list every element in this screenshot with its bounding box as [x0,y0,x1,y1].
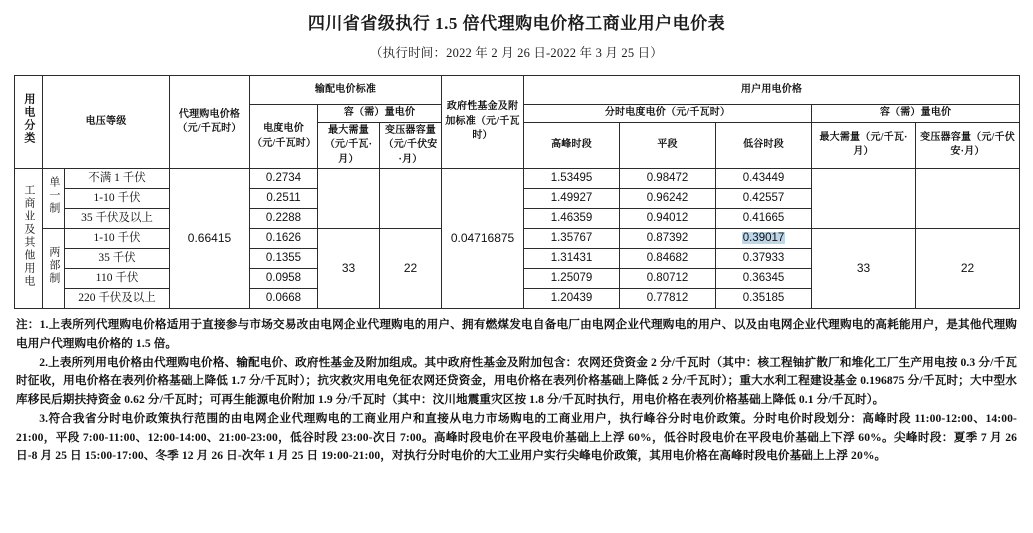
group-two-part-label: 两部制 [47,246,60,286]
cell-gov-fund: 0.04716875 [442,169,524,309]
header-voltage-level: 电压等级 [43,76,170,169]
header-peak-period: 高峰时段 [524,122,620,169]
group-single-label: 单一制 [47,176,60,216]
cell-voltage: 35 千伏及以上 [65,209,170,229]
category-value: 工商业及其他用电 [22,183,35,288]
cell-energy-price: 0.0668 [250,289,318,309]
cell-valley: 0.41665 [716,209,812,229]
cell-category [15,169,43,309]
cell-valley: 0.42557 [716,189,812,209]
header-category-label: 用电分类 [22,93,35,146]
cell-energy-price: 0.1626 [250,229,318,249]
header-energy-price: 电度电价（元/千瓦时） [250,105,318,169]
cell-valley: 0.35185 [716,289,812,309]
header-user-transformer-capacity: 变压器容量（元/千伏安·月） [916,122,1020,169]
cell-transmission-max-demand: 33 [318,229,380,309]
cell-agent-price: 0.66415 [170,169,250,309]
cell-voltage: 110 千伏 [65,269,170,289]
header-category [15,76,43,169]
cell-peak: 1.46359 [524,209,620,229]
cell-energy-price: 0.2511 [250,189,318,209]
price-table-page [0,9,1033,533]
cell-voltage: 1-10 千伏 [65,229,170,249]
cell-energy-price: 0.0958 [250,269,318,289]
cell-voltage: 220 千伏及以上 [65,289,170,309]
page-subtitle: （执行时间：2022 年 2 月 26 日-2022 年 3 月 25 日） [369,46,663,60]
header-user-max-demand: 最大需量（元/千瓦·月） [812,122,916,169]
cell-group-two-part [43,229,65,309]
cell-transmission-transformer: 22 [380,229,442,309]
cell-user-max-demand: 33 [812,229,916,309]
header-flat-period: 平段 [620,122,716,169]
cell-peak: 1.25079 [524,269,620,289]
header-capacity-group: 容（需）量电价 [318,105,442,123]
cell-user-transformer: 22 [916,229,1020,309]
electricity-price-table [14,75,1020,309]
cell-transformer-empty [380,169,442,229]
cell-voltage: 35 千伏 [65,249,170,269]
cell-peak: 1.35767 [524,229,620,249]
cell-flat: 0.94012 [620,209,716,229]
cell-flat: 0.98472 [620,169,716,189]
page-title: 四川省省级执行 1.5 倍代理购电价格工商业用户电价表 [307,14,726,33]
header-transmission-group: 输配电价标准 [250,76,442,105]
note-1: 注：1.上表所列代理购电价格适用于直接参与市场交易改由电网企业代理购电的用户、拥有燃煤发电自备电厂由电网企业代理购电的用户、以及由电网企业代理购电的高耗能用户，是其他代理购电用户代理购电价格的 1.5 倍。 [16,318,1017,350]
header-tou-energy-price: 分时电度电价（元/千瓦时） [524,105,812,123]
cell-flat: 0.77812 [620,289,716,309]
header-row-1 [15,76,1020,105]
cell-group-single [43,169,65,229]
cell-valley-selected[interactable] [716,229,812,249]
header-max-demand: 最大需量（元/千瓦·月） [318,122,380,169]
cell-flat: 0.96242 [620,189,716,209]
note-2: 2.上表所列用电价格由代理购电价格、输配电价、政府性基金及附加组成。其中政府性基金及附加包含：农网还贷资金 2 分/千瓦时（其中：核工程铀扩散厂和堆化工厂生产用电按 0.3 分/千瓦时征收，用电价格在表列价格基础上降低 1.7 分/千瓦时）；抗灾救灾用电免征农网还贷资金，用电价格在表列价格基础上降低 2 分/千瓦时）；重大水利工程建设基金 0.196875 分/千瓦时；大中型水库移民后期扶持资金 0.62 分/千瓦时；可再生能源电价附加 1.9 分/千瓦时（其中：汶川地震重灾区按 1.8 分/千瓦时执行，用电价格在表列价格基础上降低 0.1 分/千瓦时）。 [16,355,1017,407]
notes-section [16,316,1017,466]
selected-value: 0.39017 [742,232,785,245]
cell-peak: 1.49927 [524,189,620,209]
cell-valley: 0.36345 [716,269,812,289]
cell-max-demand-empty [318,169,380,229]
cell-user-transformer-empty [916,169,1020,229]
cell-voltage: 1-10 千伏 [65,189,170,209]
table-body [15,169,1020,309]
table-head [15,76,1020,169]
cell-valley: 0.43449 [716,169,812,189]
cell-peak: 1.31431 [524,249,620,269]
table-container [14,75,1019,309]
cell-valley: 0.37933 [716,249,812,269]
header-agent-purchase-price: 代理购电价格（元/千瓦时） [170,76,250,169]
cell-flat: 0.84682 [620,249,716,269]
cell-energy-price: 0.2734 [250,169,318,189]
header-gov-fund: 政府性基金及附加标准（元/千瓦时） [442,76,524,169]
cell-energy-price: 0.1355 [250,249,318,269]
header-user-price-group: 用户用电价格 [524,76,1020,105]
header-transformer-capacity: 变压器容量（元/千伏安·月） [380,122,442,169]
cell-energy-price: 0.2288 [250,209,318,229]
cell-peak: 1.20439 [524,289,620,309]
header-valley-period: 低谷时段 [716,122,812,169]
header-user-capacity-group: 容（需）量电价 [812,105,1020,123]
table-row [15,169,1020,189]
cell-peak: 1.53495 [524,169,620,189]
cell-voltage: 不满 1 千伏 [65,169,170,189]
cell-user-max-demand-empty [812,169,916,229]
cell-flat: 0.80712 [620,269,716,289]
cell-flat: 0.87392 [620,229,716,249]
note-3: 3.符合我省分时电价政策执行范围的由电网企业代理购电的工商业用户和直接从电力市场购电的工商业用户，执行峰谷分时电价政策。分时电价时段划分：高峰时段 11:00-12:00、14:00-21:00，平段 7:00-11:00、12:00-14:00、21:00-23:00，低谷时段 23:00-次日 7:00。高峰时段电价在平段电价基础上上浮 60%，低谷时段电价在平段电价基础上下浮 60%。尖峰时段：夏季 7 月 26 日-8 月 25 日 15:00-17:00、冬季 12 月 26 日-次年 1 月 25 日 19:00-21:00，对执行分时电价的大工业用户实行尖峰电价政策，其用电价格在高峰时段电价基础上上浮 20%。 [16,411,1017,463]
